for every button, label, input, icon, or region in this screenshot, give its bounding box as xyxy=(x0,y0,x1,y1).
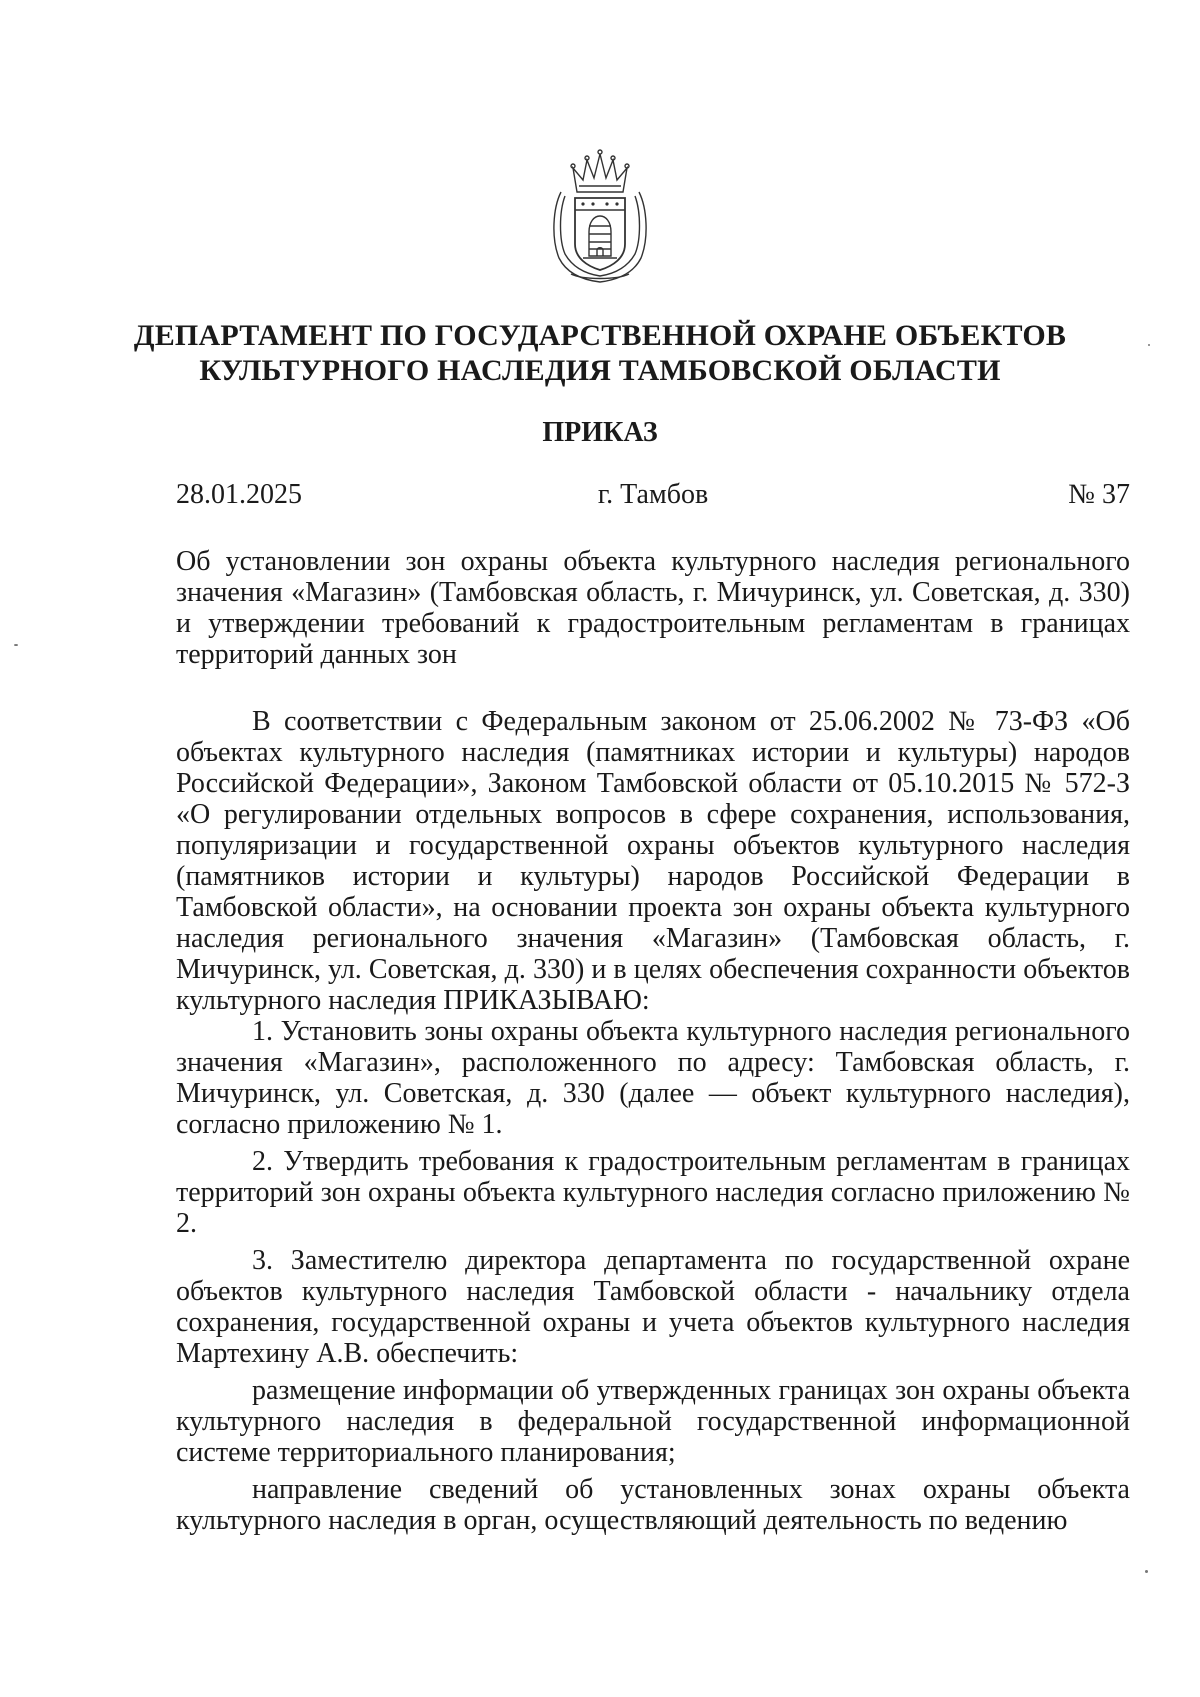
item-3-paragraph: 3. Заместителю директора департамента по государственной охране объектов культурного наследия Тамбовской области - начальнику отдела сохранения, государственной охраны и учета объектов культурного наследия Мартехину А.В. обеспечить: xyxy=(176,1245,1130,1369)
order-subject: Об установлении зон охраны объекта культурного наследия регионального значения «Магазин» (Тамбовская область, г. Мичуринск, ул. Советская, д. 330) и утверждении требований к градостроительным регламентам в границах территорий данных зон xyxy=(176,546,1130,670)
order-city: г. Тамбов xyxy=(597,479,709,510)
scan-speck xyxy=(1148,344,1150,346)
order-title: ПРИКАЗ xyxy=(542,417,658,448)
item-1-paragraph: 1. Установить зоны охраны объекта культурного наследия регионального значения «Магазин», расположенного по адресу: Тамбовская область, г. Мичуринск, ул. Советская, д. 330 (далее — объект культурного наследия), согласно приложению № 1. xyxy=(176,1016,1130,1140)
preamble-paragraph: В соответствии с Федеральным законом от 25.06.2002 № 73-ФЗ «Об объектах культурного наследия (памятниках истории и культуры) народов Российской Федерации», Законом Тамбовской области от 05.10.2015 № 572-З «О регулировании отдельных вопросов в сфере сохранения, использования, популяризации и государственной охраны объектов культурного наследия (памятников истории и культуры) народов Российской Федерации в Тамбовской области», на основании проекта зон охраны объекта культурного наследия регионального значения «Магазин» (Тамбовская область, г. Мичуринск, ул. Советская, д. 330) и в целях обеспечения сохранности объектов культурного наследия ПРИКАЗЫВАЮ: xyxy=(176,706,1130,1016)
coat-of-arms-icon xyxy=(547,148,653,288)
item-2-paragraph: 2. Утвердить требования к градостроительным регламентам в границах территорий зон охраны объекта культурного наследия согласно приложению № 2. xyxy=(176,1146,1130,1239)
item-3-subparagraph-2: направление сведений об установленных зонах охраны объекта культурного наследия в орган, осуществляющий деятельность по ведению xyxy=(176,1474,1130,1536)
order-number: № 37 xyxy=(1068,479,1130,510)
order-body xyxy=(176,706,1130,1542)
department-title-line-1: ДЕПАРТАМЕНТ ПО ГОСУДАРСТВЕННОЙ ОХРАНЕ ОБЪЕКТОВ xyxy=(133,319,1067,352)
scan-speck xyxy=(1145,1570,1148,1573)
scan-speck xyxy=(14,644,18,646)
item-3-subparagraph-1: размещение информации об утвержденных границах зон охраны объекта культурного наследия в федеральной государственной информационной системе территориального планирования; xyxy=(176,1375,1130,1468)
order-date: 28.01.2025 xyxy=(176,479,302,510)
department-title-line-2: КУЛЬТУРНОГО НАСЛЕДИЯ ТАМБОВСКОЙ ОБЛАСТИ xyxy=(199,354,1001,387)
department-title xyxy=(0,318,1200,388)
order-meta-row xyxy=(176,478,1130,512)
